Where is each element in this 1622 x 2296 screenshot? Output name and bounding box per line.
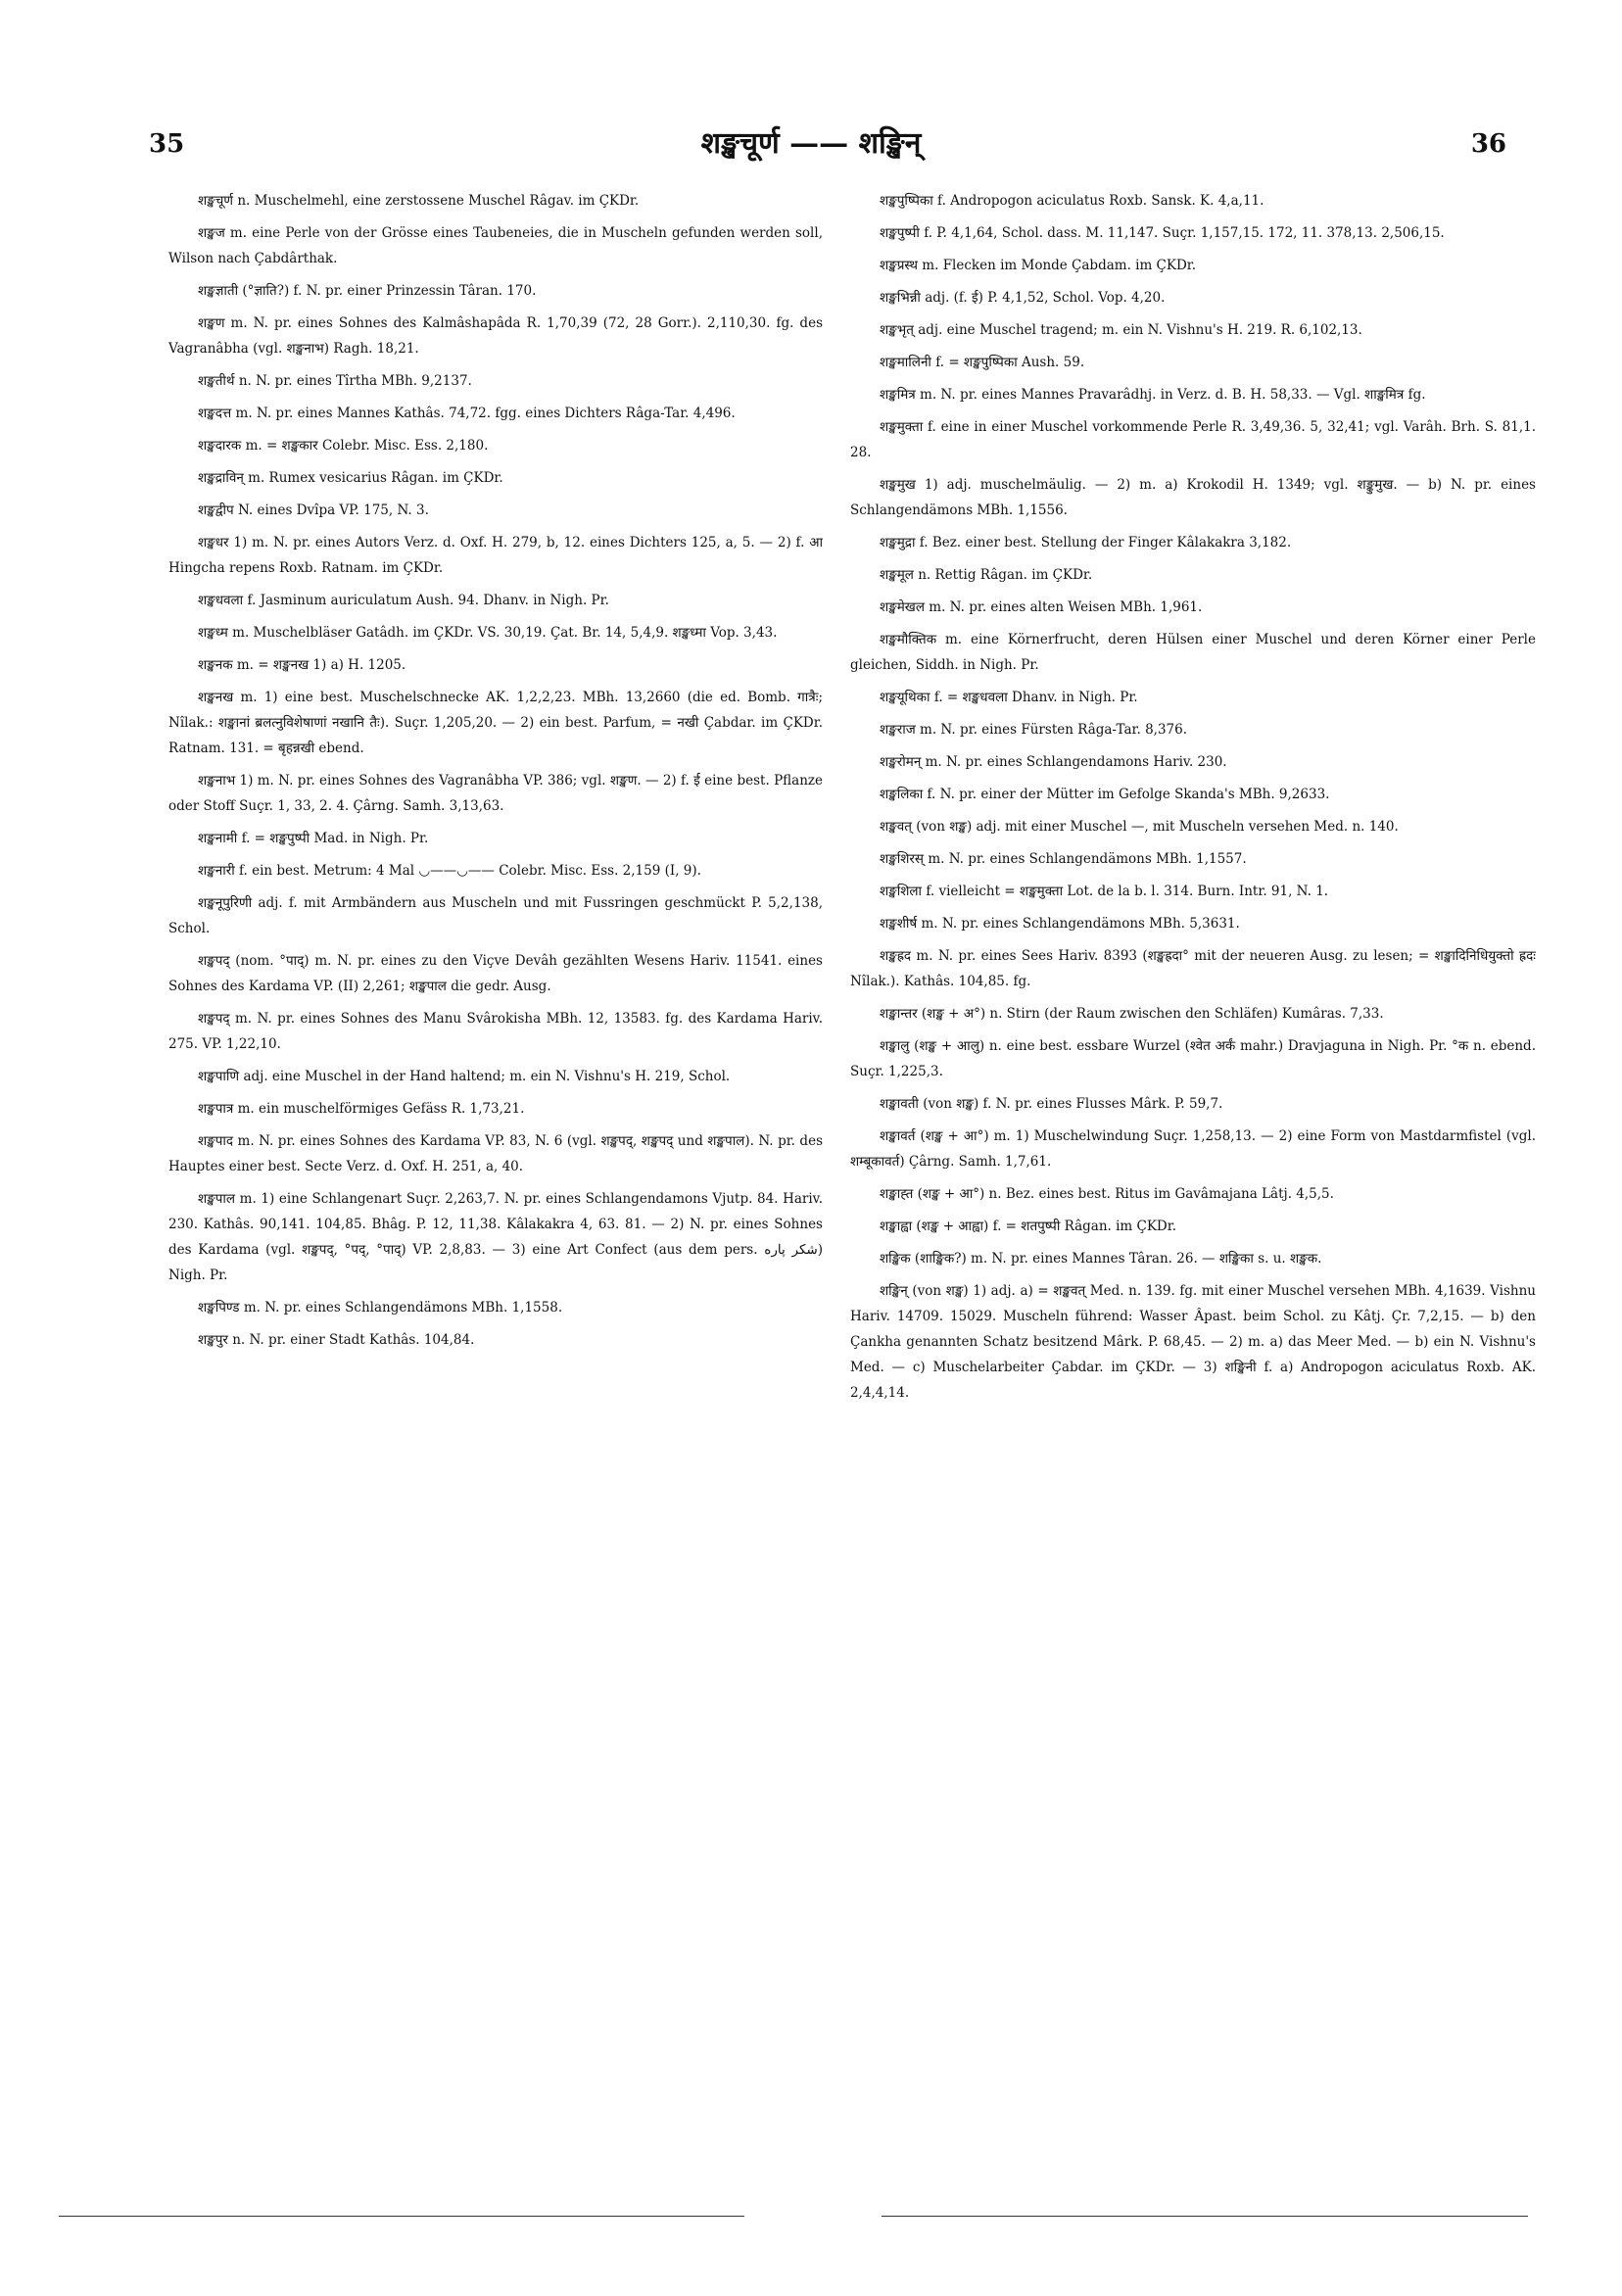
dictionary-entry: शङ्खधर 1) m. N. pr. eines Autors Verz. d. Oxf. H. 279, b, 12. eines Dichters 125, a, 5. — 2) f. आ Hingcha repens Roxb. Ratnam. im ÇKDr.: [168, 535, 823, 576]
dictionary-entry: शङ्खण m. N. pr. eines Sohnes des Kalmâshapâda R. 1,70,39 (72, 28 Gorr.). 2,110,30. fg. des Vagranâbha (vgl. शङ्खनाभ) Ragh. 18,21.: [168, 315, 823, 357]
dictionary-entry: शङ्खनूपुरिणी adj. f. mit Armbändern aus Muscheln und mit Fussringen geschmückt P. 5,2,138, Schol.: [168, 895, 823, 936]
left-column: [168, 188, 823, 1360]
dictionary-entry: शङ्खपुर n. N. pr. einer Stadt Kathâs. 104,84.: [198, 1332, 475, 1348]
dictionary-entry: शङ्खनक m. = शङ्खनख 1) a) H. 1205.: [198, 657, 406, 673]
dictionary-entry: शङ्खचूर्ण n. Muschelmehl, eine zerstossene Muschel Râgav. im ÇKDr.: [198, 193, 640, 209]
dictionary-entry: शङ्खमुख 1) adj. muschelmäulig. — 2) m. a) Krokodil H. 1349; vgl. शङ्कुमुख. — b) N. pr. eines Schlangendämons MBh. 1,1556.: [850, 477, 1536, 518]
dictionary-entry: शङ्खद्राविन् m. Rumex vesicarius Râgan. im ÇKDr.: [198, 470, 503, 486]
dictionary-entry: शङ्खह्रद m. N. pr. eines Sees Hariv. 8393 (शङ्खह्रदा° mit der neueren Ausg. zu lesen; = शङ्खादिनिधियुक्तो ह्रदः Nîlak.). Kathâs. 104,85. fg.: [850, 948, 1536, 989]
dictionary-entry: शङ्खपुष्पी f. P. 4,1,64, Schol. dass. M. 11,147. Suçr. 1,157,15. 172, 11. 378,13. 2,506,15.: [880, 225, 1445, 241]
running-head: शङ्खचूर्ण —— शङ्खिन्: [700, 126, 922, 161]
dictionary-entry: शङ्खध्म m. Muschelbläser Gatâdh. im ÇKDr. VS. 30,19. Çat. Br. 14, 5,4,9. शङ्खध्मा Vop. 3,43.: [198, 625, 778, 641]
page-number-left: 35: [149, 129, 185, 159]
dictionary-entry: शङ्खपाणि adj. eine Muschel in der Hand haltend; m. ein N. Vishnu's H. 219, Schol.: [198, 1069, 731, 1084]
dictionary-entry: शङ्खयूथिका f. = शङ्खधवला Dhanv. in Nigh. Pr.: [880, 690, 1138, 705]
dictionary-entry: शङ्खधवला f. Jasminum auriculatum Aush. 94. Dhanv. in Nigh. Pr.: [198, 593, 609, 608]
dictionary-entry: शङ्खमूल n. Rettig Râgan. im ÇKDr.: [880, 567, 1093, 583]
dictionary-entry: शङ्खशिरस् m. N. pr. eines Schlangendämons MBh. 1,1557.: [880, 851, 1247, 867]
page-number-right: 36: [1470, 129, 1506, 159]
footer-rule-left: [59, 2216, 744, 2217]
dictionary-entry: शङ्खनारी f. ein best. Metrum: 4 Mal ◡——◡—— Colebr. Misc. Ess. 2,159 (I, 9).: [198, 863, 701, 879]
dictionary-entry: शङ्खलिका f. N. pr. einer der Mütter im Gefolge Skanda's MBh. 9,2633.: [880, 787, 1330, 802]
dictionary-entry: शङ्खाह्वा (शङ्ख + आह्वा) f. = शतपुष्पी Râgan. im ÇKDr.: [880, 1219, 1177, 1234]
dictionary-entry: शङ्खनाभ 1) m. N. pr. eines Sohnes des Vagranâbha VP. 386; vgl. शङ्खण. — 2) f. ई eine best. Pflanze oder Stoff Suçr. 1, 33, 2. 4. Çârng. Samh. 3,13,63.: [168, 773, 823, 814]
dictionary-entry: शङ्खपद् m. N. pr. eines Sohnes des Manu Svârokisha MBh. 12, 13583. fg. des Kardama Hariv. 275. VP. 1,22,10.: [168, 1011, 823, 1052]
dictionary-entry: शङ्खमुक्ता f. eine in einer Muschel vorkommende Perle R. 3,49,36. 5, 32,41; vgl. Varâh. Brh. S. 81,1. 28.: [850, 419, 1536, 460]
dictionary-entry: शङ्खभिन्नी adj. (f. ई) P. 4,1,52, Schol. Vop. 4,20.: [880, 290, 1166, 306]
dictionary-entry: शङ्खनख m. 1) eine best. Muschelschnecke AK. 1,2,2,23. MBh. 13,2660 (die ed. Bomb. गात्रैः; Nîlak.: शङ्खानां ब्रलत्नुविशेषाणां नखानि तैः). Suçr. 1,205,20. — 2) ein best. Parfum, = नखी Çabdar. im ÇKDr. Ratnam. 131. = बृहन्नखी ebend.: [168, 690, 823, 756]
dictionary-entry: शङ्खमौक्तिक m. eine Körnerfrucht, deren Hülsen einer Muschel und deren Körner einer Perle gleichen, Siddh. in Nigh. Pr.: [850, 632, 1536, 673]
dictionary-entry: शङ्खरोमन् m. N. pr. eines Schlangendamons Hariv. 230.: [880, 754, 1227, 770]
dictionary-entry: शङ्खपाल m. 1) eine Schlangenart Suçr. 2,263,7. N. pr. eines Schlangendamons Vjutp. 84. Hariv. 230. Kathâs. 90,141. 104,85. Bhâg. P. 12, 11,38. Kâlakakra 4, 63. 81. — 2) N. pr. eines Sohnes des Kardama (vgl. शङ्खपद्, °पद्, °पाद्) VP. 2,8,83. — 3) eine Art Confect (aus dem pers. شکر پاره) Nigh. Pr.: [168, 1191, 823, 1283]
dictionary-entry: शङ्खदारक m. = शङ्खकार Colebr. Misc. Ess. 2,180.: [198, 438, 489, 454]
dictionary-entry: शङ्खवत् (von शङ्ख) adj. mit einer Muschel —, mit Muscheln versehen Med. n. 140.: [880, 819, 1399, 835]
dictionary-entry: शङ्खमित्र m. N. pr. eines Mannes Pravarâdhj. in Verz. d. B. H. 58,33. — Vgl. शाङ्खमित्र fg.: [880, 387, 1426, 403]
dictionary-entry: शङ्खनामी f. = शङ्खपुष्पी Mad. in Nigh. Pr.: [198, 831, 429, 846]
dictionary-entry: शङ्खप्रस्थ m. Flecken im Monde Çabdam. im ÇKDr.: [880, 258, 1197, 273]
dictionary-entry: शङ्खदत्त m. N. pr. eines Mannes Kathâs. 74,72. fgg. eines Dichters Râga-Tar. 4,496.: [198, 406, 736, 421]
dictionary-entry: शङ्खमालिनी f. = शङ्खपुष्पिका Aush. 59.: [880, 355, 1085, 370]
right-column: [850, 188, 1536, 1412]
dictionary-entry: शङ्खावर्त (शङ्ख + आ°) m. 1) Muschelwindung Suçr. 1,258,13. — 2) eine Form von Mastdarmfistel (vgl. शम्बूकावर्त) Çârng. Samh. 1,7,61.: [850, 1128, 1536, 1170]
dictionary-entry: शङ्खालु (शङ्ख + आलु) n. eine best. essbare Wurzel (श्वेत अर्कं mahr.) Dravjaguna in Nigh. Pr. °क n. ebend. Suçr. 1,225,3.: [850, 1038, 1536, 1079]
dictionary-entry: शङ्खज m. eine Perle von der Grösse eines Taubeneies, die in Muscheln gefunden werden soll, Wilson nach Çabdârthak.: [168, 225, 823, 266]
dictionary-entry: शङ्खान्तर (शङ्ख + अ°) n. Stirn (der Raum zwischen den Schläfen) Kumâras. 7,33.: [880, 1006, 1384, 1022]
dictionary-entry: शङ्खाह्त (शङ्ख + आ°) n. Bez. eines best. Ritus im Gavâmajana Lâtj. 4,5,5.: [880, 1186, 1334, 1202]
dictionary-entry: शङ्खपाद m. N. pr. eines Sohnes des Kardama VP. 83, N. 6 (vgl. शङ्खपद्, शङ्खपद् und शङ्खपाल). N. pr. des Hauptes einer best. Secte Verz. d. Oxf. H. 251, a, 40.: [168, 1133, 823, 1174]
dictionary-entry: शङ्खतीर्थ n. N. pr. eines Tîrtha MBh. 9,2137.: [198, 373, 472, 389]
dictionary-entry: शङ्खद्वीप N. eines Dvîpa VP. 175, N. 3.: [198, 502, 429, 518]
dictionary-entry: शङ्खिक (शाङ्खिक?) m. N. pr. eines Mannes Târan. 26. — शङ्खिका s. u. शङ्खक.: [880, 1251, 1322, 1267]
dictionary-entry: शङ्खभृत् adj. eine Muschel tragend; m. ein N. Vishnu's H. 219. R. 6,102,13.: [880, 322, 1362, 338]
dictionary-entry: शङ्खराज m. N. pr. eines Fürsten Râga-Tar. 8,376.: [880, 722, 1188, 738]
footer-rule-right: [882, 2216, 1528, 2217]
dictionary-entry: शङ्खमुद्रा f. Bez. einer best. Stellung der Finger Kâlakakra 3,182.: [880, 535, 1292, 550]
dictionary-entry: शङ्खिन् (von शङ्ख) 1) adj. a) = शङ्खवत् Med. n. 139. fg. mit einer Muschel versehen MBh. 4,1639. Vishnu Hariv. 14709. 15029. Muscheln führend: Wasser Âpast. beim Schol. zu Kâtj. Çr. 7,2,15. — b) den Çankha genannten Schatz besitzend Mârk. P. 68,45. — 2) m. a) das Meer Med. — b) ein N. Vishnu's Med. — c) Muschelarbeiter Çabdar. im ÇKDr. — 3) शङ्खिनी f. a) Andropogon aciculatus Roxb. AK. 2,4,4,14.: [850, 1283, 1536, 1401]
dictionary-entry: शङ्खमेखल m. N. pr. eines alten Weisen MBh. 1,961.: [880, 599, 1203, 615]
dictionary-entry: शङ्खपिण्ड m. N. pr. eines Schlangendämons MBh. 1,1558.: [198, 1300, 563, 1315]
dictionary-entry: शङ्खपुष्पिका f. Andropogon aciculatus Roxb. Sansk. K. 4,a,11.: [880, 193, 1264, 209]
dictionary-entry: शङ्खशीर्ष m. N. pr. eines Schlangendämons MBh. 5,3631.: [880, 916, 1240, 932]
dictionary-entry: शङ्खपद् (nom. °पाद्) m. N. pr. eines zu den Viçve Devâh gezählten Wesens Hariv. 11541. eines Sohnes des Kardama VP. (II) 2,261; शङ्खपाल die gedr. Ausg.: [168, 953, 823, 994]
dictionary-entry: शङ्खशिला f. vielleicht = शङ्खमुक्ता Lot. de la b. l. 314. Burn. Intr. 91, N. 1.: [880, 884, 1329, 899]
dictionary-entry: शङ्खावती (von शङ्ख) f. N. pr. eines Flusses Mârk. P. 59,7.: [880, 1096, 1223, 1112]
dictionary-entry: शङ्खज्ञाती (°ज्ञाति?) f. N. pr. einer Prinzessin Târan. 170.: [198, 283, 537, 299]
dictionary-entry: शङ्खपात्र m. ein muschelförmiges Gefäss R. 1,73,21.: [198, 1101, 525, 1117]
